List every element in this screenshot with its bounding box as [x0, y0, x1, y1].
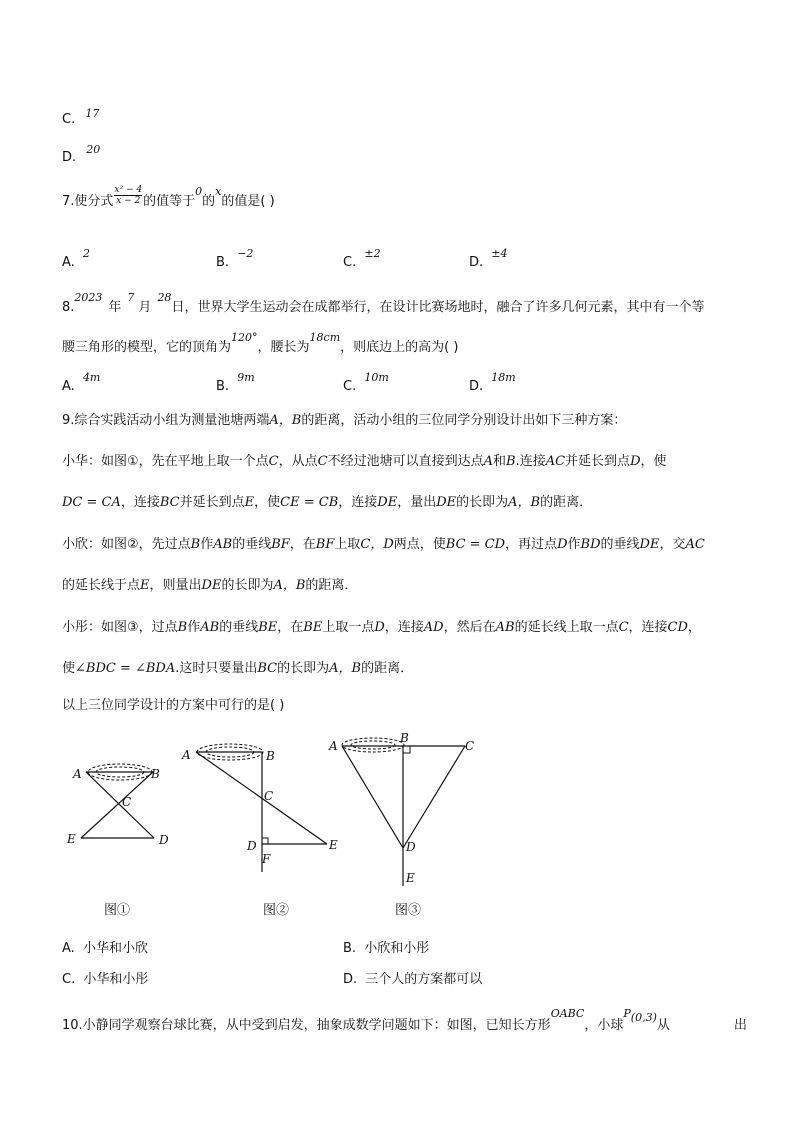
option-value: −2	[237, 247, 254, 260]
text: ，从点	[278, 454, 318, 469]
math: B	[190, 537, 201, 552]
math: AB	[200, 620, 220, 635]
math: P	[623, 1007, 631, 1020]
math: CE = CB	[280, 495, 339, 510]
text: 和	[492, 454, 506, 469]
fraction-denominator: x − 2	[116, 196, 141, 206]
text: 小欣：如图②，先过点	[62, 537, 191, 552]
text: 上取	[334, 537, 361, 552]
math: A，B	[508, 495, 541, 510]
text: 9.综合实践活动小组为测量池塘两端	[62, 413, 270, 428]
math: BC	[257, 661, 278, 676]
math: A，B	[269, 413, 302, 428]
q6-option-c	[62, 106, 100, 127]
option-value: ±2	[364, 247, 381, 260]
label-C: C	[465, 739, 475, 753]
text: 的垂线	[219, 620, 259, 635]
q9-question: 以上三位同学设计的方案中可行的是( )	[62, 698, 285, 713]
math: AC	[685, 537, 705, 552]
label-A: A	[182, 748, 191, 762]
text: ，使	[254, 495, 281, 510]
math: BF	[315, 537, 335, 552]
text: 的长即为	[277, 661, 330, 676]
q7-fraction	[114, 185, 142, 206]
text: ，然后在	[443, 620, 496, 635]
q7-text: 的值等于	[143, 194, 196, 209]
label-D: D	[159, 833, 169, 847]
q8-option-d	[469, 370, 516, 394]
fraction-numerator: x² − 4	[114, 185, 143, 195]
option-value: 9m	[237, 371, 255, 384]
text: 10.小静同学观察台球比赛，从中受到启发，抽象成数学问题如下：如图，已知长方形	[62, 1018, 551, 1033]
q8-day: 28	[157, 291, 172, 304]
option-value: 17	[85, 107, 100, 120]
q8-text: ，则底边上的高为( )	[340, 340, 459, 355]
option-letter: A.	[62, 941, 75, 956]
caption-fig3: 图③	[395, 903, 422, 918]
q8-length: 18cm	[309, 331, 341, 344]
right-angle-mark	[403, 746, 410, 753]
label-F: F	[262, 852, 271, 866]
text: 并延长到点	[565, 454, 631, 469]
pond-ellipse	[351, 741, 395, 749]
option-letter: C.	[343, 379, 357, 394]
text: 的延长线于点	[62, 578, 141, 593]
option-value: 小华和小彤	[83, 972, 149, 987]
text: ，	[687, 620, 701, 635]
q8-text: 日，世界大学生运动会在成都举行，在设计比赛场地时，融合了许多几何元素，其中有一个等	[171, 300, 705, 315]
math: BE	[303, 620, 323, 635]
text: ，交	[659, 537, 686, 552]
math: DC = CA	[62, 495, 121, 510]
q7-text: 的值是( )	[221, 194, 275, 209]
math: C，D	[360, 537, 394, 552]
text: 小华：如图①，先在平地上取一个点	[62, 454, 269, 469]
right-angle-mark	[262, 838, 268, 844]
label-E: E	[329, 838, 338, 852]
label-B: B	[266, 749, 275, 763]
text: ，连接	[120, 495, 160, 510]
math: D	[374, 620, 385, 635]
text: 的距离．	[361, 661, 414, 676]
text: 的距离．	[305, 578, 358, 593]
math: A，B	[273, 578, 306, 593]
text: 从	[656, 1018, 670, 1033]
option-letter: A.	[62, 255, 75, 270]
text: 的长即为	[221, 578, 274, 593]
math: B	[506, 454, 516, 469]
option-value: 20	[86, 143, 101, 156]
label-E: E	[67, 832, 76, 846]
option-letter: C.	[62, 112, 76, 127]
q9-option-a	[62, 937, 148, 956]
math: C	[317, 454, 328, 469]
text: 作	[567, 537, 581, 552]
text: ，连接	[628, 620, 668, 635]
text: 上取一点	[322, 620, 375, 635]
q9-option-d	[343, 968, 482, 987]
q9-xin-line-2	[62, 577, 357, 595]
math: DE	[436, 495, 457, 510]
option-letter: C.	[62, 972, 76, 987]
option-letter: D.	[469, 255, 484, 270]
q8-number: 8.	[62, 300, 75, 315]
text: ，量出	[397, 495, 437, 510]
text: 的距离．	[540, 495, 593, 510]
label-D: D	[247, 839, 257, 853]
text: 小彤：如图③，过点	[62, 620, 178, 635]
figure-1	[66, 764, 169, 918]
option-letter: B.	[216, 255, 230, 270]
math: A，B	[329, 661, 362, 676]
text: ，连接	[384, 620, 424, 635]
option-value: 小欣和小彤	[364, 941, 430, 956]
option-value: 10m	[364, 371, 389, 384]
math: BE	[258, 620, 278, 635]
math: CD	[667, 620, 688, 635]
text: 两点，使	[393, 537, 446, 552]
q8-text: 腰三角形的模型，它的顶角为	[62, 340, 232, 355]
text: 出	[733, 1018, 747, 1033]
q7-option-b	[216, 246, 254, 270]
q7-number: 7.	[62, 194, 75, 209]
text: .连接	[515, 454, 546, 469]
text: ，则量出	[149, 578, 202, 593]
option-letter: D.	[343, 972, 358, 987]
caption-fig1: 图①	[104, 903, 131, 918]
math: AD	[423, 620, 444, 635]
q9-xin-line-1	[62, 536, 705, 554]
text: 并延长到点	[179, 495, 245, 510]
figure-3	[328, 731, 474, 918]
q8-text: ，腰长为	[257, 340, 310, 355]
q8-option-b	[216, 370, 255, 394]
q9-tong-line-1	[62, 619, 701, 637]
math: OABC	[550, 1007, 585, 1020]
label-D: D	[406, 840, 416, 854]
text: 作	[200, 537, 214, 552]
q7-option-d	[469, 246, 508, 270]
label-B: B	[400, 731, 409, 745]
math: BF	[271, 537, 290, 552]
q9-option-c	[62, 968, 148, 987]
label-A: A	[329, 739, 338, 753]
q6-option-d	[62, 142, 101, 165]
segment-CD	[403, 746, 465, 848]
q9-figures	[55, 730, 495, 925]
text: ，小球	[584, 1018, 624, 1033]
option-letter: D.	[62, 150, 77, 165]
math: E	[244, 495, 255, 510]
caption-fig2: 图②	[263, 903, 290, 918]
label-C: C	[122, 795, 132, 809]
math: E	[140, 578, 150, 593]
math: ∠BDC = ∠BDA	[75, 661, 176, 676]
q7-stem	[62, 185, 275, 212]
q8-year: 2023	[74, 291, 103, 304]
q8-line-2	[62, 326, 459, 355]
q8-option-c	[343, 370, 389, 394]
q9-hua-line-1	[62, 453, 667, 471]
q7-option-c	[343, 246, 381, 270]
math: C	[618, 620, 629, 635]
option-value: 小华和小欣	[82, 941, 148, 956]
math: C	[268, 454, 279, 469]
math: DE	[377, 495, 398, 510]
text: ，再过点	[505, 537, 558, 552]
text: 使	[62, 661, 76, 676]
option-letter: B.	[216, 379, 230, 394]
q8-line-1	[62, 286, 705, 315]
math: AC	[545, 454, 566, 469]
text: ，连接	[338, 495, 378, 510]
math: BD	[580, 537, 601, 552]
q8-option-a	[62, 370, 101, 394]
text: 不经过池塘可以直接到达点	[327, 454, 484, 469]
q8-month: 7	[127, 291, 135, 304]
q7-zero: 0	[195, 185, 203, 198]
text: 的垂线	[232, 537, 272, 552]
math: DE	[201, 578, 222, 593]
segment-BE	[81, 772, 153, 838]
label-C: C	[264, 789, 274, 803]
math: DE	[639, 537, 660, 552]
option-letter: C.	[343, 255, 357, 270]
option-value: 18m	[491, 371, 516, 384]
math: B	[177, 620, 188, 635]
q9-intro	[62, 412, 626, 430]
math: BC	[159, 495, 180, 510]
q9-tong-line-2	[62, 660, 413, 678]
option-letter: B.	[343, 941, 357, 956]
q7-x: x	[215, 185, 222, 198]
math: D	[557, 537, 568, 552]
option-value: ±4	[491, 247, 508, 260]
q9-hua-line-2	[62, 494, 592, 512]
text: ，使	[640, 454, 667, 469]
math: D	[630, 454, 641, 469]
text: 的垂线	[600, 537, 640, 552]
q9-option-b	[343, 937, 429, 956]
q7-option-a	[62, 246, 90, 270]
text: 的长即为	[456, 495, 509, 510]
math: (0,3)	[630, 1011, 657, 1024]
option-letter: A.	[62, 379, 75, 394]
option-value: 4m	[82, 371, 101, 384]
option-value: 2	[82, 247, 90, 260]
text: ，在	[277, 620, 304, 635]
option-value: 三个人的方案都可以	[365, 972, 483, 987]
label-E: E	[406, 871, 415, 885]
label-A: A	[73, 767, 82, 781]
math: AB	[495, 620, 515, 635]
q8-text: 月	[138, 300, 152, 315]
q7-text: 使分式	[74, 194, 114, 209]
math: BC = CD	[445, 537, 506, 552]
math: A	[483, 454, 493, 469]
text: 作	[187, 620, 201, 635]
text: .这时只要量出	[175, 661, 258, 676]
figure-2	[181, 744, 338, 918]
label-B: B	[151, 767, 160, 781]
q8-angle: 120°	[231, 331, 258, 344]
text: 的距离，活动小组的三位同学分别设计出如下三种方案：	[301, 413, 627, 428]
text: 的延长线上取一点	[514, 620, 619, 635]
segment-AD	[342, 746, 403, 848]
q10-stem	[62, 1002, 747, 1033]
option-letter: D.	[469, 379, 484, 394]
text: ，在	[289, 537, 316, 552]
math: AB	[213, 537, 233, 552]
segment-AD	[86, 772, 154, 838]
q7-text: 的	[202, 194, 216, 209]
q8-text: 年	[108, 300, 122, 315]
